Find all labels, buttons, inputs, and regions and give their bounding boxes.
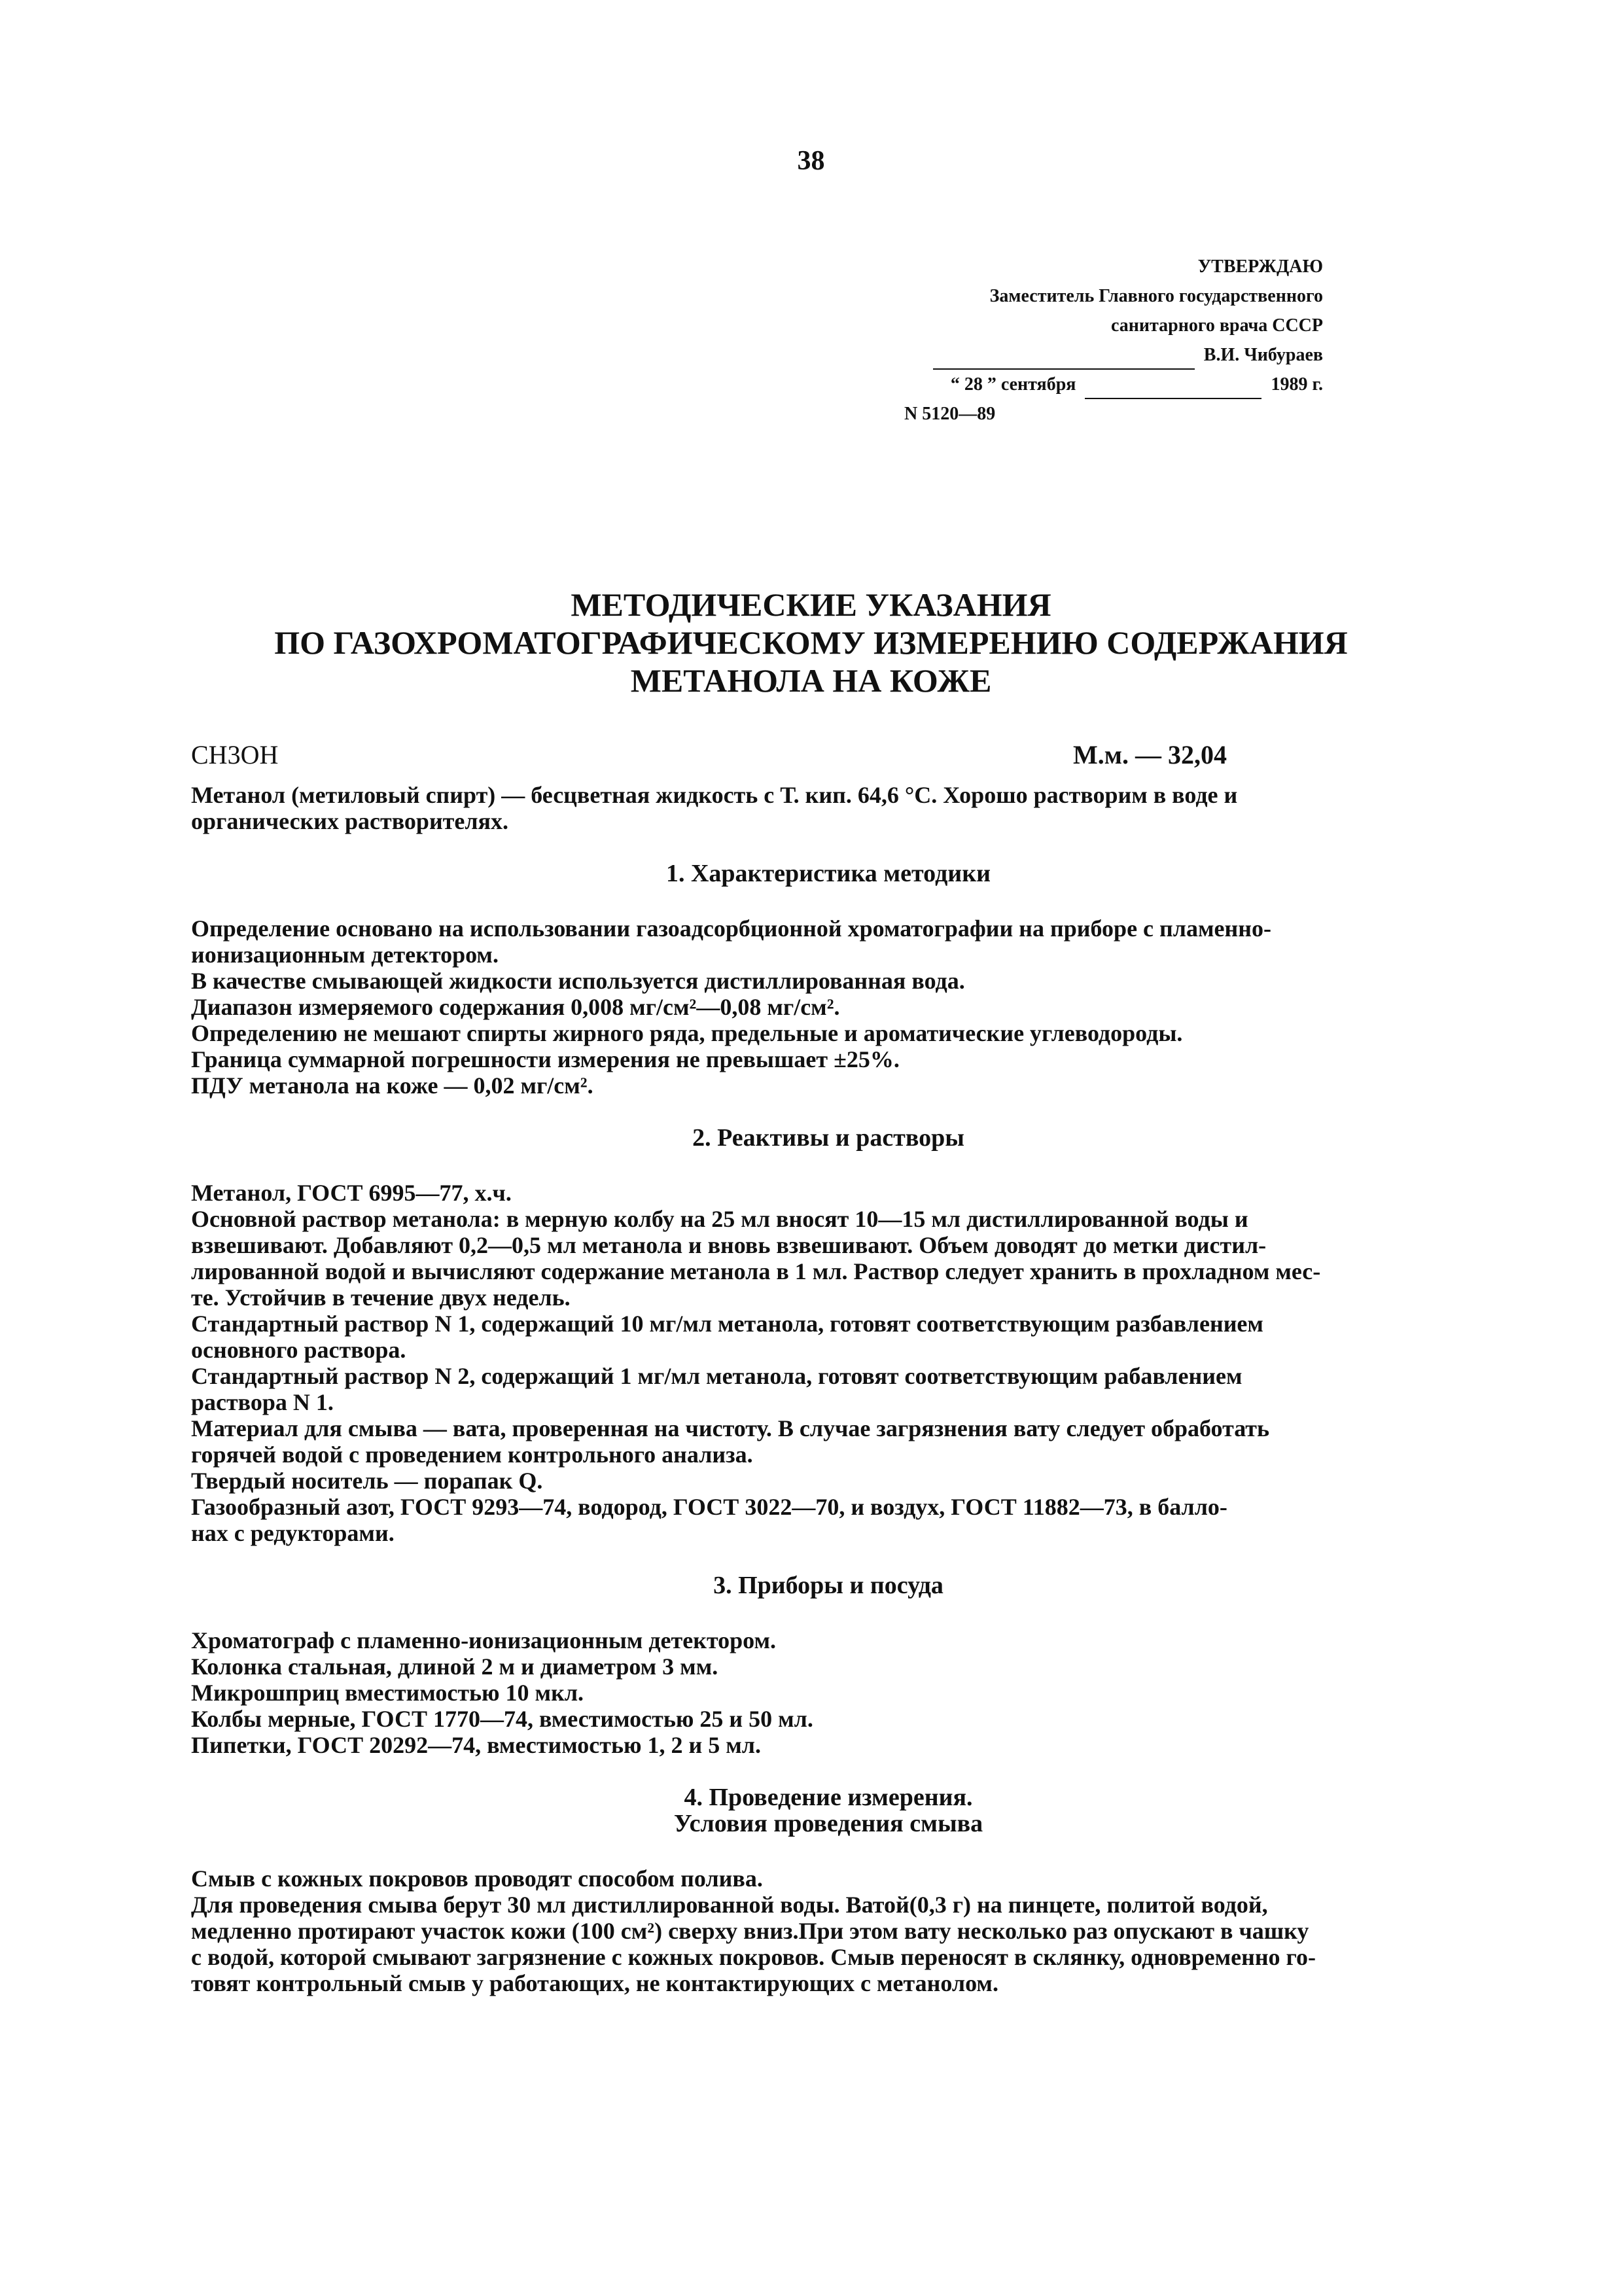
- molar-mass: М.м. — 32,04: [1073, 740, 1227, 769]
- approval-heading: УТВЕРЖДАЮ: [1197, 256, 1323, 277]
- section2-line: Метанол, ГОСТ 6995—77, х.ч.: [191, 1180, 512, 1206]
- section3-heading: 3. Приборы и посуда: [713, 1572, 943, 1599]
- section2-line: Газообразный азот, ГОСТ 9293—74, водород, ГОСТ 3022—70, и воздух, ГОСТ 11882—73, в балло-: [191, 1494, 1227, 1520]
- section3-line: Микрошприц вместимостью 10 мкл.: [191, 1680, 584, 1706]
- title-line2: ПО ГАЗОХРОМАТОГРАФИЧЕСКОМУ ИЗМЕРЕНИЮ СОДЕРЖАНИЯ: [274, 624, 1348, 661]
- section2-line: взвешивают. Добавляют 0,2—0,5 мл метанола и вновь взвешивают. Объем доводят до метки дистил-: [191, 1232, 1267, 1258]
- section4-heading: 4. Проведение измерения.: [684, 1784, 973, 1811]
- section2-line: Материал для смыва — вата, проверенная на чистоту. В случае загрязнения вату следует обработать: [191, 1415, 1269, 1441]
- section4-line: Для проведения смыва берут 30 мл дистиллированной воды. Ватой(0,3 г) на пинцете, политой водой,: [191, 1892, 1268, 1918]
- section3-line: Хроматограф с пламенно-ионизационным детектором.: [191, 1627, 777, 1653]
- date-rule: [1085, 378, 1261, 399]
- section1-line: ионизационным детектором.: [191, 942, 499, 968]
- section4-line: товят контрольный смыв у работающих, не контактирующих с метанолом.: [191, 1970, 998, 1996]
- title-line1: МЕТОДИЧЕСКИЕ УКАЗАНИЯ: [571, 586, 1051, 623]
- title-line3: МЕТАНОЛА НА КОЖЕ: [630, 662, 992, 699]
- signature-rule: [933, 349, 1195, 370]
- page-number: 38: [797, 146, 825, 176]
- document-body: [191, 782, 1466, 1996]
- intro-line: органических растворителях.: [191, 808, 509, 834]
- approval-position-line1: Заместитель Главного государственного: [989, 286, 1323, 306]
- section1-heading: 1. Характеристика методики: [665, 860, 991, 887]
- document-title: [0, 586, 1622, 699]
- section2-line: горячей водой с проведением контрольного анализа.: [191, 1441, 753, 1468]
- section2-line: Стандартный раствор N 1, содержащий 10 мг/мл метанола, готовят соответствующим разбавлением: [191, 1311, 1263, 1337]
- section4-line: с водой, которой смывают загрязнение с кожных покровов. Смыв переносят в склянку, одновременно го-: [191, 1944, 1316, 1970]
- date-day-month: “ 28 ” сентября: [950, 374, 1076, 395]
- section1-line: Определению не мешают спирты жирного ряда, предельные и ароматические углеводороды.: [191, 1020, 1183, 1046]
- section1-line: В качестве смывающей жидкости используется дистиллированная вода.: [191, 968, 965, 994]
- section4-line: медленно протирают участок кожи (100 см²) сверху вниз.При этом вату несколько раз опускают в чашку: [191, 1918, 1309, 1944]
- date-year: 1989 г.: [1271, 374, 1323, 395]
- section1-line: Диапазон измеряемого содержания 0,008 мг/см²—0,08 мг/см².: [191, 994, 840, 1020]
- approval-block: [904, 252, 1323, 429]
- section1-line: Определение основано на использовании газоадсорбционной хроматографии на приборе с пламенно-: [191, 915, 1271, 942]
- intro-line: Метанол (метиловый спирт) — бесцветная жидкость с Т. кип. 64,6 °С. Хорошо растворим в воде и: [191, 782, 1238, 808]
- section3-line: Колбы мерные, ГОСТ 1770—74, вместимостью 25 и 50 мл.: [191, 1706, 813, 1732]
- chemical-formula: CH3OH: [191, 740, 279, 769]
- section4-subheading: Условия проведения смыва: [673, 1810, 983, 1837]
- section3-line: Колонка стальная, длиной 2 м и диаметром 3 мм.: [191, 1653, 718, 1680]
- section2-line: те. Устойчив в течение двух недель.: [191, 1284, 571, 1311]
- section4-line: Смыв с кожных покровов проводят способом полива.: [191, 1865, 763, 1892]
- section2-line: нах с редукторами.: [191, 1520, 395, 1546]
- section1-line: Граница суммарной погрешности измерения не превышает ±25%.: [191, 1046, 900, 1072]
- section2-line: Основной раствор метанола: в мерную колбу на 25 мл вносят 10—15 мл дистиллированной воды и: [191, 1206, 1248, 1232]
- section2-line: лированной водой и вычисляют содержание метанола в 1 мл. Раствор следует хранить в прохладном мес-: [191, 1258, 1321, 1284]
- section2-line: основного раствора.: [191, 1337, 406, 1363]
- section2-line: раствора N 1.: [191, 1389, 334, 1415]
- document-number: N 5120—89: [904, 404, 996, 424]
- date-line: [904, 370, 1323, 399]
- signature-line: [904, 340, 1323, 370]
- section1-line: ПДУ метанола на коже — 0,02 мг/см².: [191, 1072, 593, 1099]
- signatory-name: В.И. Чибураев: [1203, 345, 1323, 365]
- section3-line: Пипетки, ГОСТ 20292—74, вместимостью 1, 2 и 5 мл.: [191, 1732, 761, 1758]
- approval-position-line2: санитарного врача СССР: [1111, 315, 1323, 336]
- section2-line: Твердый носитель — порапак Q.: [191, 1468, 543, 1494]
- section2-heading: 2. Реактивы и растворы: [692, 1124, 964, 1152]
- section2-line: Стандартный раствор N 2, содержащий 1 мг/мл метанола, готовят соответствующим рабавлением: [191, 1363, 1243, 1389]
